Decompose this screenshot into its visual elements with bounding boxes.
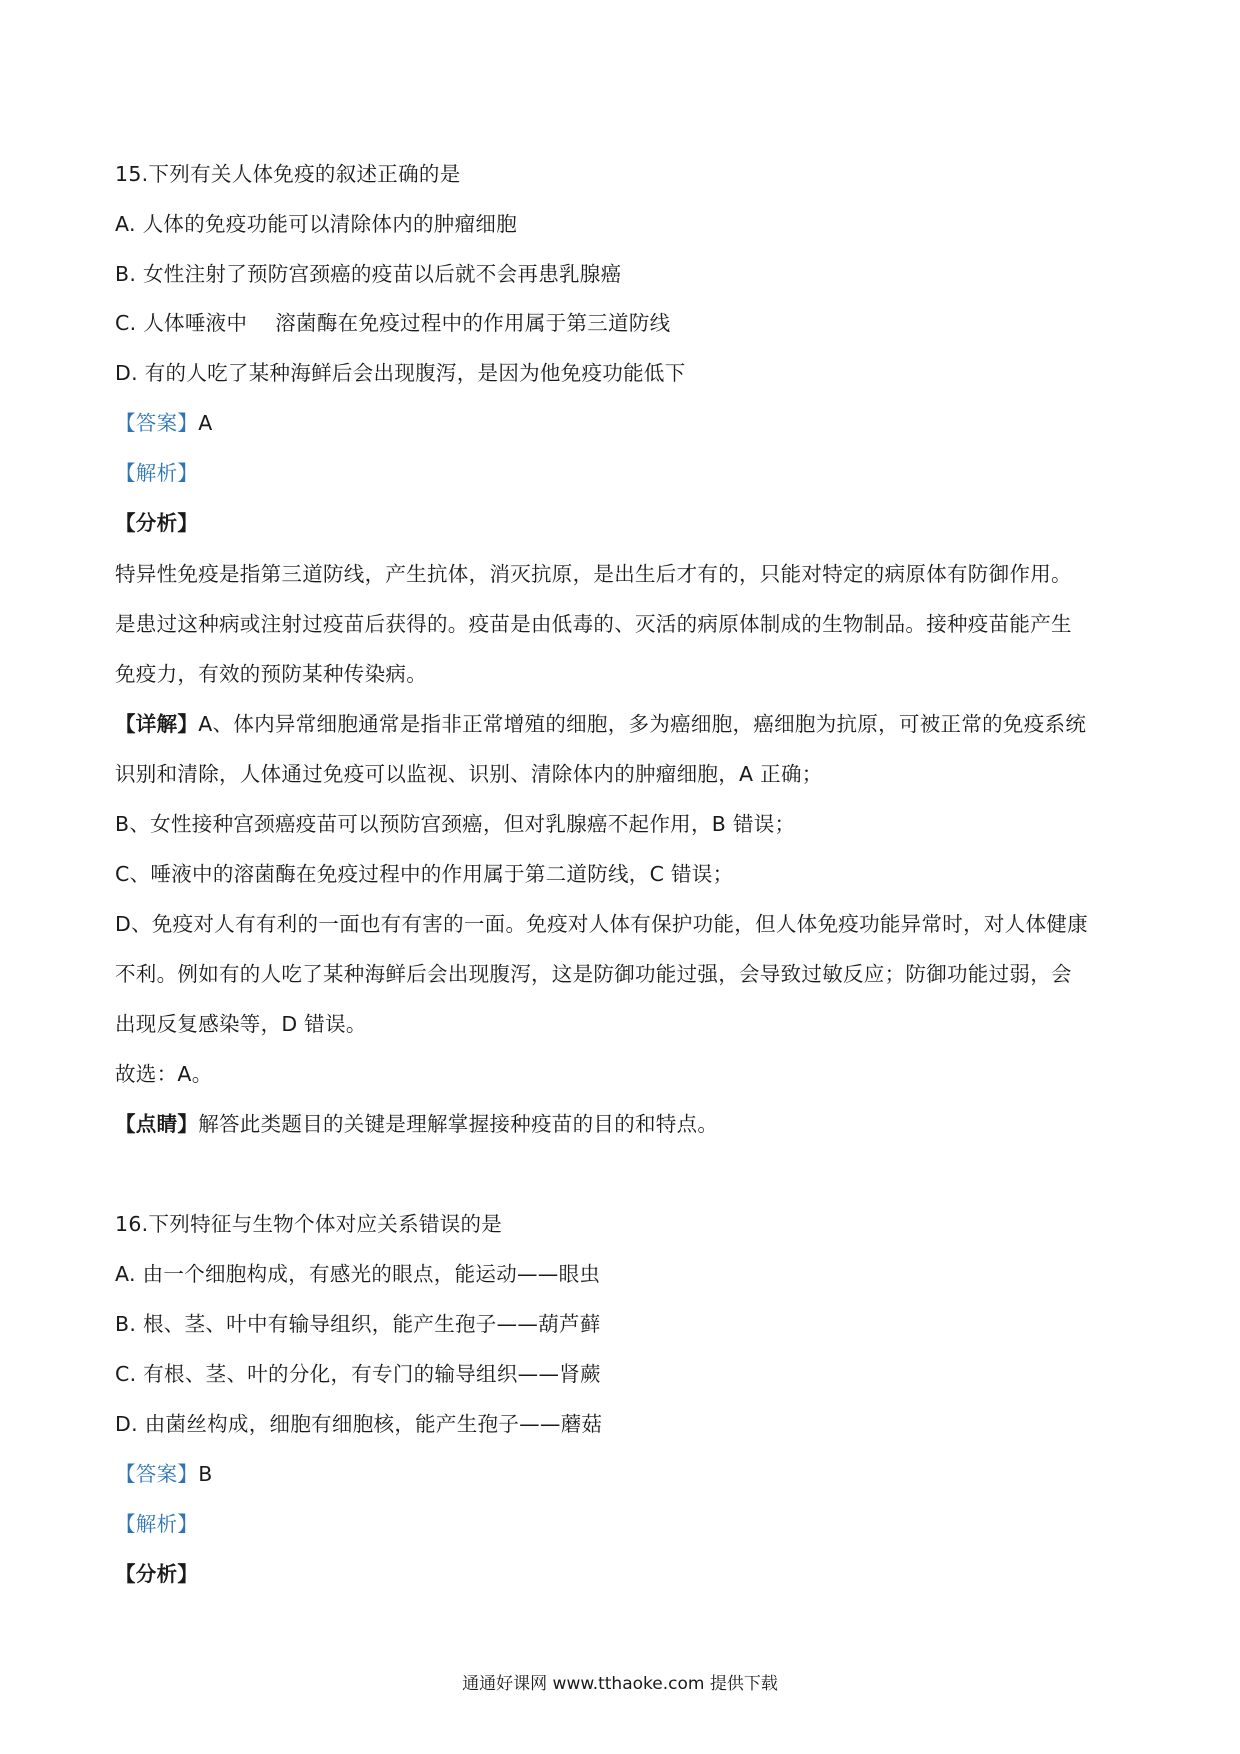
answer-tag: 【答案】 <box>115 411 199 435</box>
xiangjie-text: A、体内异常细胞通常是指非正常增殖的细胞，多为癌细胞，癌细胞为抗原，可被正常的免疫系统 <box>198 712 1087 736</box>
answer-value: A <box>198 411 213 435</box>
q16-option-c: C. 有根、茎、叶的分化，有专门的输导组织——肾蕨 <box>115 1362 601 1386</box>
fenxi-tag: 【分析】 <box>115 511 199 535</box>
answer-value: B <box>198 1462 213 1486</box>
xiangjie-line <box>115 710 1086 738</box>
q16-option-a: A. 由一个细胞构成，有感光的眼点，能运动——眼虫 <box>115 1262 601 1286</box>
q15-stem: 15.下列有关人体免疫的叙述正确的是 <box>115 162 461 186</box>
jiexi-tag: 【解析】 <box>115 461 199 485</box>
q15-option-d: D. 有的人吃了某种海鲜后会出现腹泻，是因为他免疫功能低下 <box>115 361 686 385</box>
q15-answer <box>115 409 213 437</box>
fenxi-line: 特异性免疫是指第三道防线，产生抗体，消灭抗原，是出生后才有的，只能对特定的病原体有防御作用。 <box>115 562 1072 586</box>
dianjing-text: 解答此类题目的关键是理解掌握接种疫苗的目的和特点。 <box>198 1112 719 1136</box>
fenxi-line: 免疫力，有效的预防某种传染病。 <box>115 662 427 686</box>
q15-option-b: B. 女性注射了预防宫颈癌的疫苗以后就不会再患乳腺癌 <box>115 262 622 286</box>
answer-tag: 【答案】 <box>115 1462 199 1486</box>
fenxi-line: 是患过这种病或注射过疫苗后获得的。疫苗是由低毒的、灭活的病原体制成的生物制品。接种疫苗能产生 <box>115 612 1072 636</box>
q16-option-b: B. 根、茎、叶中有输导组织，能产生孢子——葫芦藓 <box>115 1312 601 1336</box>
jiexi-tag: 【解析】 <box>115 1512 199 1536</box>
page-footer: 通通好课网 www.tthaoke.com 提供下载 <box>462 1674 778 1694</box>
q16-answer <box>115 1460 213 1488</box>
xiangjie-line: 出现反复感染等，D 错误。 <box>115 1012 367 1036</box>
xiangjie-line: D、免疫对人有有利的一面也有有害的一面。免疫对人体有保护功能，但人体免疫功能异常时，对人体健康 <box>115 912 1088 936</box>
xiangjie-line: 识别和清除，人体通过免疫可以监视、识别、清除体内的肿瘤细胞，A 正确； <box>115 762 823 786</box>
q15-option-c-rest: 溶菌酶在免疫过程中的作用属于第三道防线 <box>275 311 671 335</box>
xiangjie-conclusion: 故选：A。 <box>115 1062 213 1086</box>
xiangjie-line: 不利。例如有的人吃了某种海鲜后会出现腹泻，这是防御功能过强，会导致过敏反应；防御功能过弱，会 <box>115 962 1072 986</box>
fenxi-tag: 【分析】 <box>115 1562 199 1586</box>
dianjing-line <box>115 1110 718 1138</box>
xiangjie-tag: 【详解】 <box>115 712 199 736</box>
q15-option-c <box>115 309 670 337</box>
q16-stem: 16.下列特征与生物个体对应关系错误的是 <box>115 1212 503 1236</box>
xiangjie-line: B、女性接种宫颈癌疫苗可以预防宫颈癌，但对乳腺癌不起作用，B 错误； <box>115 812 796 836</box>
q15-option-a: A. 人体的免疫功能可以清除体内的肿瘤细胞 <box>115 212 517 236</box>
q15-option-c-start: C. 人体唾液中 <box>115 311 248 335</box>
xiangjie-line: C、唾液中的溶菌酶在免疫过程中的作用属于第二道防线，C 错误； <box>115 862 734 886</box>
dianjing-tag: 【点睛】 <box>115 1112 199 1136</box>
q16-option-d: D. 由菌丝构成，细胞有细胞核，能产生孢子——蘑菇 <box>115 1412 603 1436</box>
